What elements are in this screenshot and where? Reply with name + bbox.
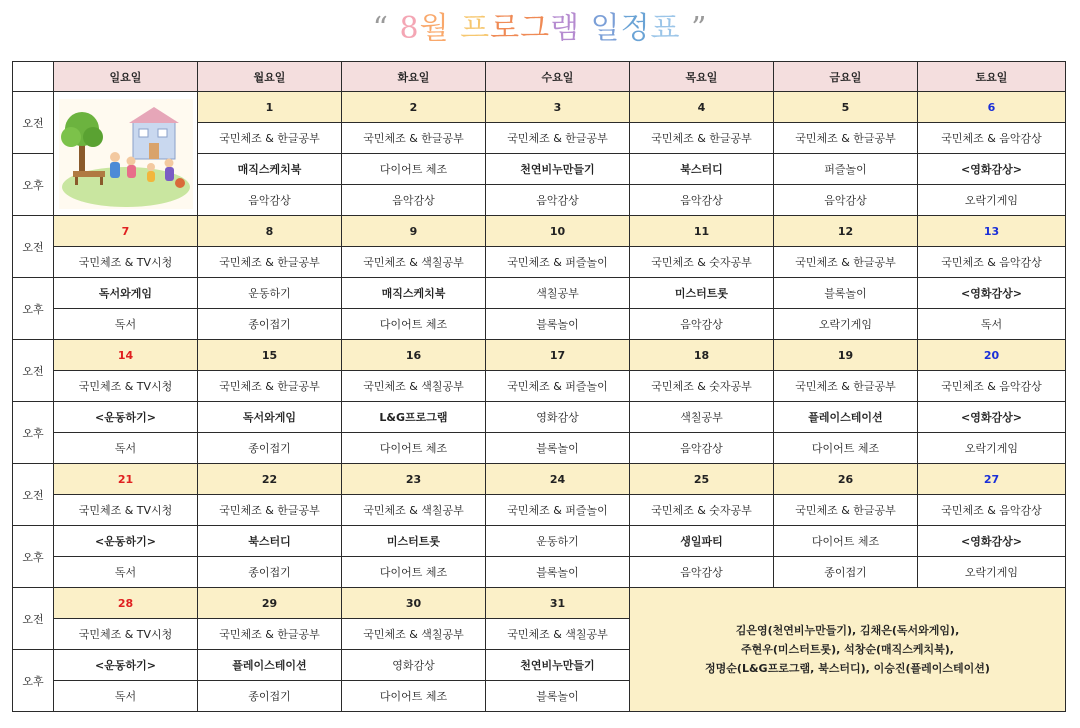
date-number: 22 [198,464,342,495]
pm-activity-row [13,526,1066,557]
period-label-am: 오전 [13,340,54,402]
activity-cell: 국민체조 & 한글공부 [198,247,342,278]
activity-cell: 국민체조 & 퍼즐놀이 [486,247,630,278]
activity-cell: 색칠공부 [486,278,630,309]
period-label-am: 오전 [13,588,54,650]
activity-cell: 오락기게임 [918,557,1066,588]
activity-cell: 플레이스테이션 [774,402,918,433]
activity-cell: <운동하기> [54,402,198,433]
activity-cell: 생일파티 [630,526,774,557]
date-number: 20 [918,340,1066,371]
activity-cell: 독서 [54,681,198,712]
activity-cell: 종이접기 [198,433,342,464]
activity-cell: 플레이스테이션 [198,650,342,681]
activity-cell: 블록놀이 [486,309,630,340]
activity-cell: 북스터디 [198,526,342,557]
activity-cell: 국민체조 & 한글공부 [198,495,342,526]
am-activity-row [13,371,1066,402]
am-activity-row [13,495,1066,526]
illustration-cell [54,92,198,216]
weekday-header: 토요일 [918,62,1066,92]
activity-cell: 국민체조 & 음악감상 [918,371,1066,402]
activity-cell: 다이어트 체조 [342,433,486,464]
activity-cell: <영화감상> [918,154,1066,185]
date-number: 24 [486,464,630,495]
activity-cell: 국민체조 & 숫자공부 [630,495,774,526]
activity-cell: 다이어트 체조 [342,681,486,712]
activity-cell: 블록놀이 [486,433,630,464]
date-number: 16 [342,340,486,371]
date-number: 10 [486,216,630,247]
period-label-am: 오전 [13,92,54,154]
activity-cell: 매직스케치북 [198,154,342,185]
date-number: 25 [630,464,774,495]
activity-cell: 국민체조 & TV시청 [54,619,198,650]
activity-cell: 다이어트 체조 [342,154,486,185]
note-line: 김은영(천연비누만들기), 김채은(독서와게임), [735,624,960,637]
activity-cell: 국민체조 & 퍼즐놀이 [486,495,630,526]
title-open-quote: “ [372,11,389,46]
activity-cell: 오락기게임 [918,185,1066,216]
date-number: 15 [198,340,342,371]
weekday-header-row [13,62,1066,92]
period-label-pm: 오후 [13,154,54,216]
activity-cell: 국민체조 & TV시청 [54,371,198,402]
date-row [13,92,1066,123]
activity-cell: 음악감상 [630,309,774,340]
date-number: 30 [342,588,486,619]
date-row [13,588,1066,619]
activity-cell: 운동하기 [198,278,342,309]
activity-cell: 다이어트 체조 [342,557,486,588]
activity-cell: 음악감상 [630,557,774,588]
title-char: 로 [490,11,521,46]
date-row [13,464,1066,495]
date-number: 2 [342,92,486,123]
activity-cell: 미스터트롯 [342,526,486,557]
date-number: 17 [486,340,630,371]
activity-cell: 국민체조 & 한글공부 [774,371,918,402]
pm-activity-row [13,309,1066,340]
date-number: 1 [198,92,342,123]
title-char: 8 [399,11,420,46]
date-number: 23 [342,464,486,495]
date-number: 3 [486,92,630,123]
date-number: 9 [342,216,486,247]
schedule-table [12,61,1066,712]
activity-cell: 독서 [54,557,198,588]
activity-cell: 국민체조 & 색칠공부 [342,619,486,650]
family-picnic-illustration [59,99,193,209]
date-number: 19 [774,340,918,371]
period-label-am: 오전 [13,464,54,526]
activity-cell: 블록놀이 [774,278,918,309]
period-label-pm: 오후 [13,650,54,712]
activity-cell: 국민체조 & 색칠공부 [342,371,486,402]
activity-cell: 국민체조 & 한글공부 [486,123,630,154]
activity-cell: 종이접기 [198,309,342,340]
date-number: 21 [54,464,198,495]
activity-cell: 다이어트 체조 [774,433,918,464]
activity-cell: L&G프로그램 [342,402,486,433]
activity-cell: 국민체조 & 한글공부 [198,123,342,154]
title-close-quote: ” [691,11,708,46]
activity-cell: <운동하기> [54,526,198,557]
activity-cell: 국민체조 & TV시청 [54,247,198,278]
activity-cell: 국민체조 & TV시청 [54,495,198,526]
activity-cell: 매직스케치북 [342,278,486,309]
pm-activity-row [13,278,1066,309]
activity-cell: 음악감상 [630,433,774,464]
activity-cell: 국민체조 & 색칠공부 [486,619,630,650]
activity-cell: 색칠공부 [630,402,774,433]
page-title [0,0,1080,52]
activity-cell: 음악감상 [486,185,630,216]
weekday-header: 목요일 [630,62,774,92]
activity-cell: 미스터트롯 [630,278,774,309]
activity-cell: 독서 [54,433,198,464]
activity-cell: 국민체조 & 한글공부 [774,495,918,526]
activity-cell: <영화감상> [918,526,1066,557]
activity-cell: 음악감상 [342,185,486,216]
activity-cell: <영화감상> [918,402,1066,433]
pm-activity-row [13,402,1066,433]
date-number: 11 [630,216,774,247]
activity-cell: 천연비누만들기 [486,154,630,185]
date-number: 26 [774,464,918,495]
activity-cell: 오락기게임 [918,433,1066,464]
activity-cell: 퍼즐놀이 [774,154,918,185]
activity-cell: 음악감상 [630,185,774,216]
title-char: 일 [590,11,621,46]
date-number: 18 [630,340,774,371]
weekday-header: 금요일 [774,62,918,92]
weekday-header: 수요일 [486,62,630,92]
weekday-header: 화요일 [342,62,486,92]
date-number: 6 [918,92,1066,123]
activity-cell: 천연비누만들기 [486,650,630,681]
date-number: 7 [54,216,198,247]
pm-activity-row [13,557,1066,588]
activity-cell: 운동하기 [486,526,630,557]
activity-cell: 영화감상 [486,402,630,433]
activity-cell: 블록놀이 [486,557,630,588]
activity-cell: 국민체조 & 퍼즐놀이 [486,371,630,402]
date-number: 28 [54,588,198,619]
date-row [13,340,1066,371]
title-char: 프 [460,11,491,46]
activity-cell: 다이어트 체조 [774,526,918,557]
corner-cell [13,62,54,92]
period-label-pm: 오후 [13,278,54,340]
date-number: 29 [198,588,342,619]
title-char: 그 [520,11,551,46]
activity-cell: 블록놀이 [486,681,630,712]
activity-cell: 북스터디 [630,154,774,185]
activity-cell: 독서와게임 [54,278,198,309]
activity-cell: 독서와게임 [198,402,342,433]
activity-cell: <영화감상> [918,278,1066,309]
date-number: 27 [918,464,1066,495]
activity-cell: 음악감상 [774,185,918,216]
date-number: 31 [486,588,630,619]
period-label-pm: 오후 [13,402,54,464]
activity-cell: 독서 [918,309,1066,340]
period-label-pm: 오후 [13,526,54,588]
pm-activity-row [13,433,1066,464]
activity-cell: 종이접기 [198,681,342,712]
am-activity-row [13,247,1066,278]
activity-cell: 오락기게임 [774,309,918,340]
activity-cell: 국민체조 & 숫자공부 [630,247,774,278]
activity-cell: 종이접기 [198,557,342,588]
date-row [13,216,1066,247]
date-number: 8 [198,216,342,247]
activity-cell: 다이어트 체조 [342,309,486,340]
date-number: 12 [774,216,918,247]
activity-cell: 독서 [54,309,198,340]
note-line: 주현우(미스터트롯), 석창순(매직스케치북), [741,643,954,656]
activity-cell: 국민체조 & 음악감상 [918,247,1066,278]
weekday-header: 일요일 [54,62,198,92]
activity-cell: 국민체조 & 색칠공부 [342,247,486,278]
period-label-am: 오전 [13,216,54,278]
date-number: 13 [918,216,1066,247]
activity-cell: 종이접기 [774,557,918,588]
activity-cell: 국민체조 & 한글공부 [198,371,342,402]
date-number: 4 [630,92,774,123]
activity-cell: 국민체조 & 숫자공부 [630,371,774,402]
note-cell [630,588,1066,712]
activity-cell: 국민체조 & 색칠공부 [342,495,486,526]
schedule-body [13,92,1066,712]
activity-cell: <운동하기> [54,650,198,681]
activity-cell: 국민체조 & 한글공부 [198,619,342,650]
activity-cell: 영화감상 [342,650,486,681]
note-line: 정명순(L&G프로그램, 북스터디), 이승진(플레이스테이션) [705,662,990,675]
weekday-header: 월요일 [198,62,342,92]
title-char: 램 [550,11,581,46]
activity-cell: 국민체조 & 한글공부 [342,123,486,154]
title-char: 월 [419,11,450,46]
title-char: 표 [650,11,681,46]
title-char: 정 [620,11,651,46]
activity-cell: 국민체조 & 한글공부 [774,247,918,278]
activity-cell: 국민체조 & 한글공부 [774,123,918,154]
activity-cell: 국민체조 & 음악감상 [918,123,1066,154]
activity-cell: 국민체조 & 음악감상 [918,495,1066,526]
activity-cell: 음악감상 [198,185,342,216]
date-number: 5 [774,92,918,123]
date-number: 14 [54,340,198,371]
activity-cell: 국민체조 & 한글공부 [630,123,774,154]
